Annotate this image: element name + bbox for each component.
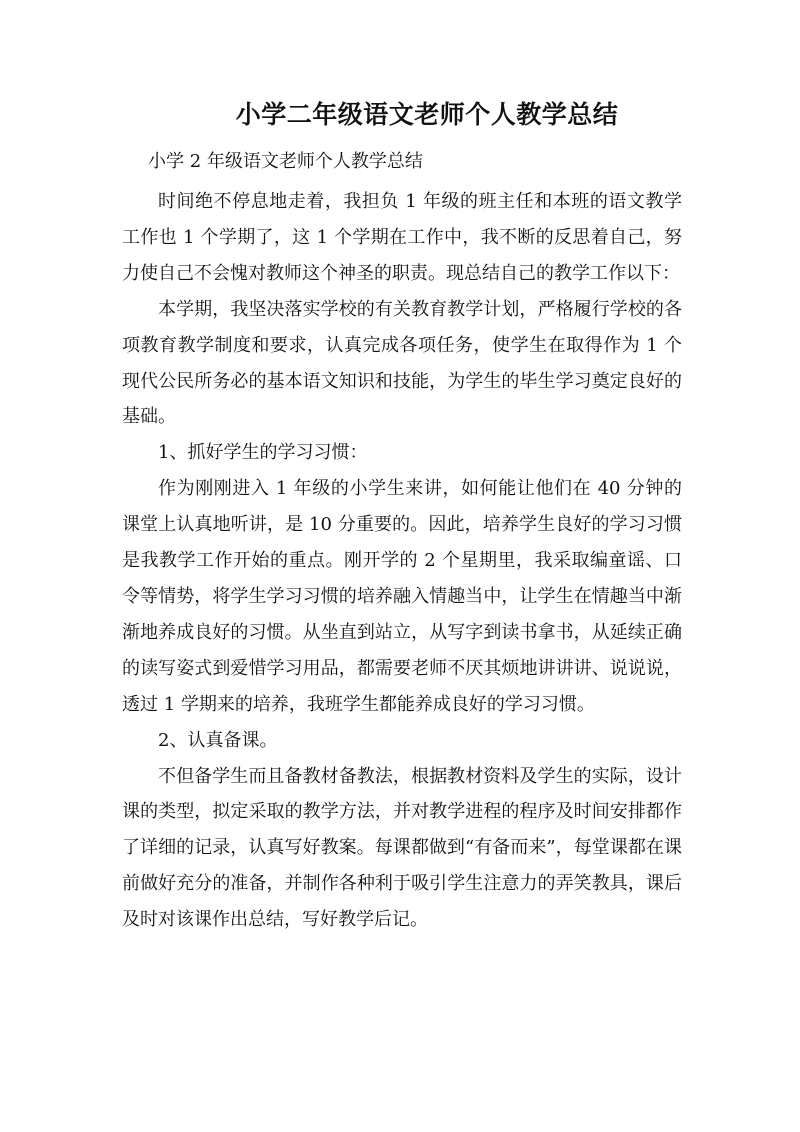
- document-title: 小学二年级语文老师个人教学总结: [235, 100, 619, 129]
- paragraph-semester: 本学期，我坚决落实学校的有关教育教学计划，严格履行学校的各项教育教学制度和要求，认真完成各项任务，使学生在取得作为 1 个现代公民所务必的基本语文知识和技能，为学生的毕生学习奠定良好的基础。: [122, 298, 682, 428]
- document-subtitle: 小学 2 年级语文老师个人教学总结: [148, 151, 423, 172]
- paragraph-lesson-prep: 不但备学生而且备教材备教法，根据教材资料及学生的实际，设计课的类型，拟定采取的教学方法，并对教学进程的程序及时间安排都作了详细的记录，认真写好教案。每课都做到“有备而来”，每堂课都在课前做好充分的准备，并制作各种利于吸引学生注意力的弄笑教具，课后及时对该课作出总结，写好教学后记。: [122, 765, 682, 931]
- document-body: [122, 184, 682, 938]
- section-heading-lesson-prep: 2、认真备课。: [158, 729, 278, 751]
- paragraph-intro: 时间绝不停息地走着，我担负 1 年级的班主任和本班的语文教学工作也 1 个学期了，这 1 个学期在工作中，我不断的反思着自己，努力使自己不会愧对教师这个神圣的职责。现总结自己的教学工作以下：: [122, 191, 682, 284]
- section-heading-habits: 1、抓好学生的学习习惯：: [158, 442, 368, 464]
- paragraph-habits: 作为刚刚进入 1 年级的小学生来讲，如何能让他们在 40 分钟的课堂上认真地听讲，是 10 分重要的。因此，培养学生良好的学习习惯是我教学工作开始的重点。刚开学的 2 个星期里，我采取编童谣、口令等情势，将学生学习习惯的培养融入情趣当中，让学生在情趣当中渐渐地养成良好的习惯。从坐直到站立，从写字到读书拿书，从延续正确的读写姿式到爱惜学习用品，都需要老师不厌其烦地讲讲讲、说说说，透过 1 学期来的培养，我班学生都能养成良好的学习习惯。: [122, 478, 682, 715]
